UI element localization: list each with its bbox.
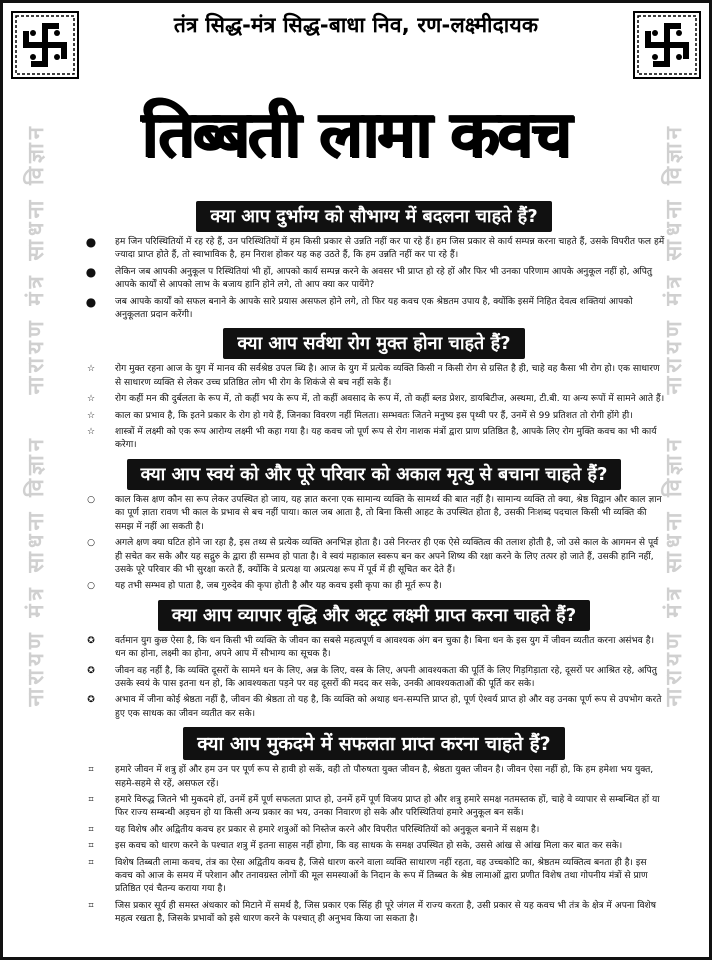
circle-bullet-icon: ○: [87, 494, 95, 505]
hash-bullet-icon: ⌗: [88, 794, 94, 805]
section-banner: क्या आप दुर्भाग्य को सौभाग्य में बदलना चाहते हैं?: [196, 201, 551, 232]
list-item-text: काल किस क्षण कौन सा रूप लेकर उपस्थित हो जाय, यह ज्ञात करना एक सामान्य व्यक्ति के सामर्थ्य की बात नहीं है। सामान्य व्यक्ति तो क्या, श्रेष्ठ विद्वान और काल ज्ञान का पूर्ण ज्ञाता रावण भी काल के प्रभाव से बच नहीं पाया। काल जब आता है, तो बिना किसी आहट के उपस्थित होता है, उसकी निःशब्द पदचाल किसी भी व्यक्ति की समझ में नहीं आ सकती है।: [115, 494, 662, 532]
list-item: [83, 635, 665, 662]
section-list: [83, 363, 665, 452]
bullet-icon: ●: [85, 235, 97, 249]
list-item-text: इस कवच को धारण करने के पश्चात शत्रु में इतना साहस नहीं होगा, कि वह साधक के समक्ष उपस्थित हो सके, उससे आंख से आंख मिला कर बात कर सके।: [115, 841, 623, 852]
list-item: [83, 494, 665, 534]
section-banner: क्या आप व्यापार वृद्धि और अटूट लक्ष्मी प्राप्त करना चाहते हैं?: [158, 600, 590, 631]
section-heading: [83, 201, 665, 232]
list-item-text: विशेष तिब्बती लामा कवच, तंत्र का ऐसा अद्वितीय कवच है, जिसे धारण करने वाला व्यक्ति साधारण नहीं रहता, वह उच्चकोटि का, श्रेष्ठतम व्यक्तित्व बनता ही है। इस कवच को आज के समय में परेशान और तनावग्रस्त लोगों की मूल समस्याओं के निदान के रूप में तिब्बत के श्रेष्ठ लामाओं द्वारा प्रणीत विशेष तथा गोपनीय मंत्रों से प्राण प्रतिष्ठित एवं चैतन्य कराया गया है।: [115, 857, 648, 895]
section-list: [83, 764, 665, 926]
star-bullet-icon: ☆: [86, 364, 96, 375]
list-item: [83, 694, 665, 721]
list-item-text: वर्तमान युग कुछ ऐसा है, कि धन किसी भी व्यक्ति के जीवन का सबसे महत्वपूर्ण व आवश्यक अंग बन चुका है। बिना धन के इस युग में जीवन व्यतीत करना असंभव है। धन का होना, लक्ष्मी का होना, अपने आप में सौभाग्य का सूचक है।: [115, 635, 655, 660]
side-watermark-text: नारायण मंत्र साधना विज्ञान: [24, 434, 49, 706]
side-watermark-left: [19, 123, 55, 746]
circle-bullet-icon: ○: [87, 538, 95, 549]
list-item: [83, 580, 665, 593]
bullet-icon: ●: [85, 294, 97, 309]
star-bullet-icon: ☆: [86, 394, 96, 405]
section-heading: [83, 727, 665, 760]
section-heading: [83, 328, 665, 359]
list-item-text: जीवन वह नहीं है, कि व्यक्ति दूसरों के सामने धन के लिए, अन्न के लिए, वस्त्र के लिए, अपनी आवश्यकता की पूर्ति के लिए गिड़गिड़ाता रहे, दूसरों पर आश्रित रहे, अपितु उसके स्वयं के पास इतना धन हो, कि आवश्यकता पड़ने पर वह दूसरों की मदद कर सके, उनकी आवश्यकताओं की पूर्ति कर सके।: [115, 665, 657, 689]
section-banner: क्या आप सर्वथा रोग मुक्त होना चाहते हैं?: [223, 328, 524, 359]
list-item: [83, 410, 665, 423]
section-heading: [83, 600, 665, 631]
hash-bullet-icon: ⌗: [88, 900, 94, 911]
starred-circle-bullet-icon: ✪: [87, 665, 95, 676]
list-item-text: काल का प्रभाव है, कि इतने प्रकार के रोग हो गये हैं, जिनका विवरण नहीं मिलता। सम्भवतः जितने मनुष्य इस पृथ्वी पर हैं, उनमें से 99 प्रतिशत तो रोगी होंगे ही।: [115, 410, 633, 421]
list-item: [83, 794, 665, 821]
hash-bullet-icon: ⌗: [88, 824, 94, 835]
list-item-text: अभाव में जीना कोई श्रेष्ठता नहीं है, जीवन की श्रेष्ठता तो यह है, कि व्यक्ति को अथाह धन-सम्पत्ति प्राप्त हो, पूर्ण ऐश्वर्य प्राप्त हो और वह उनका पूर्ण रूप से उपभोग करते हुए एक साधक का जीवन व्यतीत कर सके।: [115, 695, 662, 719]
list-item: [83, 266, 665, 293]
section-banner: क्या आप मुकदमे में सफलता प्राप्त करना चाहते हैं?: [183, 727, 564, 760]
circle-bullet-icon: ○: [87, 581, 95, 592]
section-list: [83, 635, 665, 721]
list-item: [83, 824, 665, 837]
starred-circle-bullet-icon: ✪: [87, 695, 95, 706]
swastika-emblem-icon: [11, 11, 79, 79]
list-item: [83, 665, 665, 692]
list-item-text: हम जिन परिस्थितियों में रह रहे हैं, उन परिस्थितियों में हम किसी प्रकार से उन्नति नहीं कर पा रहे हैं। हम जिस प्रकार से कार्य सम्पन्न करना चाहते हैं, उसके विपरीत फल हमें ज्यादा प्राप्त होते हैं, तो स्वाभाविक है, हम निराश होकर यह कह उठते हैं, कि हम उन्नति नहीं कर पा रहे हैं।: [115, 237, 665, 261]
hash-bullet-icon: ⌗: [88, 841, 94, 852]
list-item-text: यह विशेष और अद्वितीय कवच हर प्रकार से हमारे शत्रुओं को निस्तेज करने और विपरीत परिस्थितियों को अनुकूल बनाने में सक्षम है।: [115, 824, 540, 835]
section-list: [83, 494, 665, 594]
hash-bullet-icon: ⌗: [88, 765, 94, 776]
list-item-text: जब आपके कार्यों को सफल बनाने के आपके सारे प्रयास असफल होने लगे, तो फिर यह कवच एक श्रेष्ठतम उपाय है, क्योंकि इसमें निहित देवत्व शक्तियां आपको अनुकूलता प्रदान करेंगी।: [115, 296, 633, 321]
side-watermark-text: नारायण मंत्र साधना विज्ञान: [662, 434, 687, 706]
side-watermark-text: नारायण मंत्र साधना विज्ञान: [24, 123, 49, 395]
section-banner: क्या आप स्वयं को और पूरे परिवार को अकाल मृत्यु से बचाना चाहते हैं?: [127, 459, 622, 490]
section-list: [83, 236, 665, 322]
page-title: तिब्बती लामा कवच: [142, 97, 570, 172]
list-item-text: अगले क्षण क्या घटित होने जा रहा है, इस तथ्य से प्रत्येक व्यक्ति अनभिज्ञ होता है। उसे निरन्तर ही एक ऐसे व्यक्तित्व की तलाश होती है, जो उसे काल के आगमन से पूर्व ही सचेत कर सके और यह सद्गुरु के द्वारा ही सम्भव हो पाता है। वे स्वयं महाकाल स्वरूप बन कर अपने शिष्य की रक्षा करने के लिए तत्पर हो जाते हैं, उसकी हानि नहीं, उसके पूरे परिवार की भी सुरक्षा करते हैं, क्योंकि वे प्रत्यक्ष या अप्रत्यक्ष रूप में पूर्व में ही सूचित कर देते हैं।: [115, 538, 659, 575]
hash-bullet-icon: ⌗: [88, 857, 94, 868]
list-item: [83, 236, 665, 263]
content-body: [83, 201, 665, 951]
list-item: [83, 296, 665, 323]
starred-circle-bullet-icon: ✪: [87, 635, 95, 646]
list-item-text: रोग मुक्त रहना आज के युग में मानव की सर्वश्रेष्ठ उपल ब्धि है। आज के युग में प्रत्येक व्यक्ति किसी न किसी रोग से ग्रसित है ही, चाहे वह कैसा भी रोग हो। एक साधारण से साधारण व्यक्ति से लेकर उच्च प्रतिष्ठित लोग भी रोग के शिकंजे से बच नहीं सके हैं।: [115, 364, 660, 388]
list-item: [83, 900, 665, 927]
section-heading: [83, 459, 665, 490]
list-item-text: जिस प्रकार सूर्य ही समस्त अंधकार को मिटाने में समर्थ है, जिस प्रकार एक सिंह ही पूरे जंगल में राज्य करता है, उसी प्रकार से यह कवच भी तंत्र के क्षेत्र में अपना विशेष महत्व रखता है, जिसके प्रभावों को इसे धारण करने के पश्चात् ही अनुभव किया जा सकता है।: [115, 900, 657, 925]
bullet-icon: ●: [85, 264, 97, 279]
list-item-text: यह तभी सम्भव हो पाता है, जब गुरुदेव की कृपा होती है और यह कवच इसी कृपा का ही मूर्त रूप है।: [115, 581, 442, 592]
list-item: [83, 840, 665, 853]
list-item: [83, 426, 665, 453]
list-item-text: लेकिन जब आपकी अनुकूल प रिस्थितियां भी हों, आपको कार्य सम्पन्न करने के अवसर भी प्राप्त हो रहे हों और फिर भी उनका परिणाम आपके अनुकूल नहीं हो, अपितु आपके कार्यों से आपको लाभ के बजाय हानि होने लगे, तो आप क्या कर पायेंगे?: [115, 266, 653, 291]
list-item-text: शास्त्रों में लक्ष्मी को एक रूप आरोग्य लक्ष्मी भी कहा गया है। यह कवच जो पूर्ण रूप से रोग नाशक मंत्रों द्वारा प्राण प्रतिष्ठित है, आपके लिए रोग मुक्ति कवच का भी कार्य करेगा।: [115, 427, 657, 451]
list-item: [83, 537, 665, 577]
list-item-text: रोग कहीं मन की दुर्बलता के रूप में, तो कहीं भय के रूप में, तो कहीं अवसाद के रूप में, तो कहीं ब्लड प्रेशर, डायबिटीज, अस्थमा, टी.बी. या अन्य रूपों में सामने आते हैं।: [115, 394, 665, 405]
swastika-emblem-icon: [633, 11, 701, 79]
list-item-text: हमारे जीवन में शत्रु हों और हम उन पर पूर्ण रूप से हावी हो सकें, वही तो पौरुषता युक्त जीवन है, श्रेष्ठता युक्त जीवन है। जीवन ऐसा नहीं हो, कि हम हमेशा भय युक्त, सहमे-सहमे से रहें, असफल रहें।: [115, 765, 654, 789]
list-item: [83, 363, 665, 390]
list-item: [83, 393, 665, 406]
side-watermark-text: नारायण मंत्र साधना विज्ञान: [662, 123, 687, 395]
star-bullet-icon: ☆: [86, 410, 96, 421]
list-item: [83, 764, 665, 791]
list-item: [83, 857, 665, 897]
list-item-text: हमारे विरुद्ध जितने भी मुकदमे हों, उनमें हमें पूर्ण सफलता प्राप्त हो, उनमें हमें पूर्ण विजय प्राप्त हो और शत्रु हमारे समक्ष नतमस्तक हों, चाहे वे व्यापार से सम्बन्धित हों या फिर राज्य सम्बन्धी अड़चन हो या किसी अन्य प्रकार का भय, उनका निवारण हो सके और परिस्थितियां हमारे अनुकूल बन सकें।: [115, 794, 660, 819]
tagline: तंत्र सिद्ध-मंत्र सिद्ध-बाधा निव, रण-लक्ष्मीदायक: [173, 13, 539, 37]
star-bullet-icon: ☆: [86, 427, 96, 438]
